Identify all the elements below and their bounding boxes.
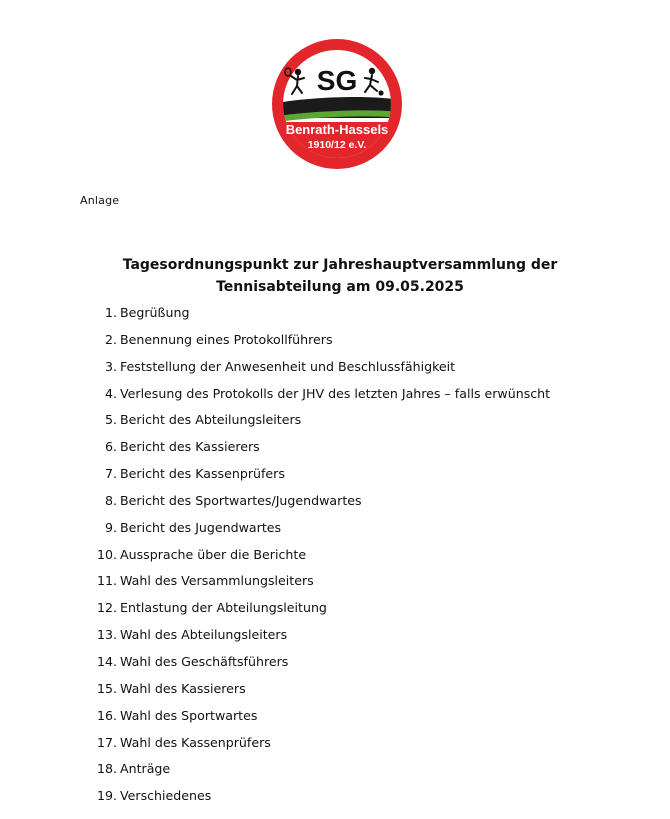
agenda-item	[0, 519, 670, 546]
agenda-item	[0, 760, 670, 787]
agenda-item-number: 16.	[96, 707, 117, 723]
agenda-item-number: 19.	[96, 788, 117, 804]
agenda-item-text: Bericht des Abteilungsleiters	[120, 412, 302, 428]
agenda-item-text: Wahl des Geschäftsführers	[120, 653, 289, 669]
agenda-item-text: Anträge	[120, 761, 171, 777]
logo-club-name: Benrath-Hassels	[285, 122, 389, 137]
agenda-item	[0, 734, 670, 761]
club-logo-emblem	[271, 38, 403, 170]
agenda-item-number: 18.	[96, 761, 117, 777]
agenda-item-number: 5.	[104, 412, 117, 428]
agenda-item-text: Wahl des Kassenprüfers	[120, 734, 271, 750]
agenda-item-number: 8.	[104, 492, 117, 508]
agenda-item-text: Aussprache über die Berichte	[120, 546, 307, 562]
agenda-item	[0, 438, 670, 465]
agenda-item-text: Verschiedenes	[120, 788, 212, 804]
agenda-item-text: Bericht des Kassenprüfers	[120, 466, 285, 482]
agenda-item-number: 12.	[96, 600, 117, 616]
agenda-item-text: Feststellung der Anwesenheit und Beschlussfähigkeit	[120, 358, 456, 374]
agenda-item-number: 3.	[104, 358, 117, 374]
attachment-label: Anlage	[80, 194, 120, 207]
agenda-item	[0, 358, 670, 385]
agenda-item-number: 1.	[104, 305, 117, 320]
agenda-item-number: 11.	[96, 573, 117, 589]
agenda-item-text: Verlesung des Protokolls der JHV des letzten Jahres – falls erwünscht	[120, 385, 551, 401]
agenda-item-number: 2.	[104, 331, 117, 347]
agenda-item-number: 6.	[104, 439, 117, 455]
agenda-item-text: Bericht des Jugendwartes	[120, 519, 282, 535]
agenda-item-text: Wahl des Versammlungsleiters	[120, 573, 314, 589]
agenda-item-text: Wahl des Abteilungsleiters	[120, 627, 288, 643]
agenda-item-number: 10.	[96, 546, 117, 562]
club-logo	[271, 38, 403, 170]
logo-founding-year: 1910/12 e.V.	[307, 139, 367, 151]
agenda-item	[0, 385, 670, 412]
agenda-item-text: Bericht des Kassierers	[120, 439, 260, 455]
agenda-item-text: Bericht des Sportwartes/Jugendwartes	[120, 492, 362, 508]
agenda-item	[0, 304, 670, 331]
document-title	[60, 254, 620, 298]
agenda-item	[0, 331, 670, 358]
agenda-item-text: Benennung eines Protokollführers	[120, 331, 333, 347]
agenda-list	[0, 304, 670, 814]
document-title-line-1: Tagesordnungspunkt zur Jahreshauptversammlung der	[122, 257, 558, 273]
agenda-item	[0, 680, 670, 707]
document-title-line-2: Tennisabteilung am 09.05.2025	[216, 279, 464, 295]
agenda-item	[0, 707, 670, 734]
agenda-item	[0, 492, 670, 519]
agenda-item	[0, 465, 670, 492]
agenda-item-number: 9.	[104, 519, 117, 535]
agenda-item-text: Entlastung der Abteilungsleitung	[120, 600, 327, 616]
agenda-item-text: Wahl des Sportwartes	[120, 707, 258, 723]
agenda-item-text: Wahl des Kassierers	[120, 680, 246, 696]
agenda-item-number: 7.	[104, 466, 117, 482]
agenda-item-number: 13.	[96, 627, 117, 643]
agenda-item-number: 4.	[104, 385, 117, 401]
agenda-item-number: 14.	[96, 653, 117, 669]
logo-sg-text: SG	[316, 65, 358, 96]
agenda-item	[0, 653, 670, 680]
agenda-item-number: 17.	[96, 734, 117, 750]
agenda-item-number: 15.	[96, 680, 117, 696]
agenda-item	[0, 546, 670, 573]
agenda-item	[0, 599, 670, 626]
agenda-item	[0, 787, 670, 814]
agenda-item	[0, 572, 670, 599]
agenda-item-text: Begrüßung	[120, 305, 190, 320]
agenda-item	[0, 411, 670, 438]
agenda-item	[0, 626, 670, 653]
